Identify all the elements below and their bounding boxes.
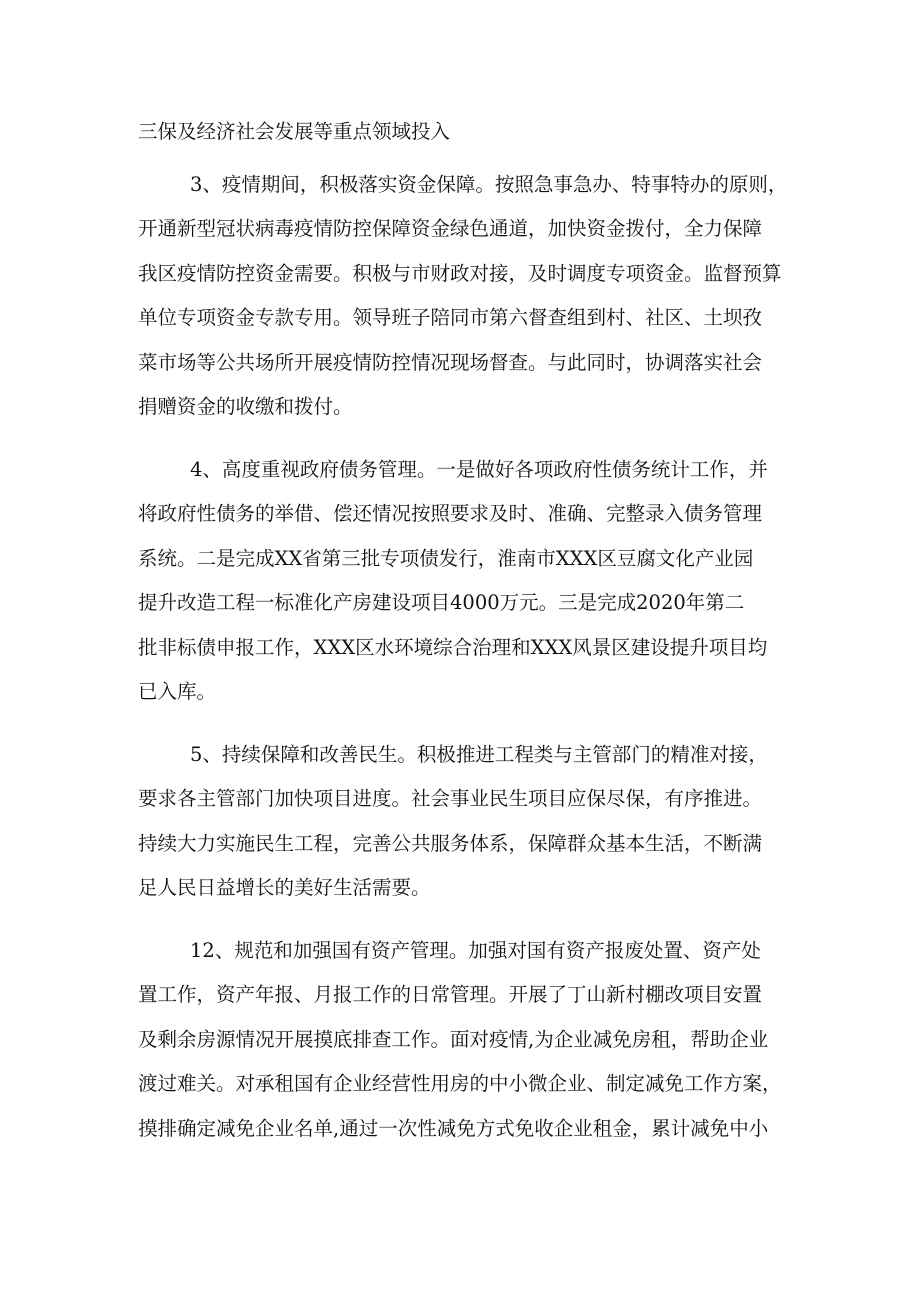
text-line: 系统。二是完成XX省第三批专项债发行，淮南市XXX区豆腐文化产业园 (138, 547, 754, 570)
text-line: 单位专项资金专款专用。领导班子陪同市第六督查组到村、社区、土坝孜 (138, 306, 763, 329)
text-line: 捐赠资金的收缴和拨付。 (138, 395, 353, 418)
text-line: 要求各主管部门加快项目进度。社会事业民生项目应保尽保，有序推进。 (138, 787, 763, 810)
paragraph-3-start: 3、疫情期间，积极落实资金保障。按照急事急办、特事特办的原则， (190, 173, 788, 196)
text-line: 三保及经济社会发展等重点领域投入 (138, 120, 451, 143)
text-line: 渡过难关。对承租国有企业经营性用房的中小微企业、制定减免工作方案， (138, 1072, 782, 1095)
text-line: 摸排确定减免企业名单,通过一次性减免方式免收企业租金，累计减免中小 (138, 1117, 769, 1140)
text-line: 及剩余房源情况开展摸底排查工作。面对疫情,为企业减免房租，帮助企业 (138, 1028, 769, 1051)
paragraph-5-start: 5、持续保障和改善民生。积极推进工程类与主管部门的精准对接， (190, 743, 768, 766)
paragraph-12-start: 12、规范和加强国有资产管理。加强对国有资产报废处置、资产处 (190, 939, 761, 962)
text-line: 持续大力实施民生工程，完善公共服务体系，保障群众基本生活，不断满 (138, 832, 763, 855)
text-line: 置工作，资产年报、月报工作的日常管理。开展了丁山新村棚改项目安置 (138, 983, 763, 1006)
text-line: 足人民日益增长的美好生活需要。 (138, 876, 431, 899)
text-line: 菜市场等公共场所开展疫情防控情况现场督查。与此同时，协调落实社会 (138, 351, 763, 374)
text-line: 开通新型冠状病毒疫情防控保障资金绿色通道，加快资金拨付，全力保障 (138, 217, 763, 240)
text-line: 将政府性债务的举借、偿还情况按照要求及时、准确、完整录入债务管理 (138, 502, 763, 525)
paragraph-4-start: 4、高度重视政府债务管理。一是做好各项政府性债务统计工作，并 (190, 458, 768, 481)
text-line: 已入库。 (138, 680, 217, 703)
text-line: 批非标债申报工作，XXX区水环境综合治理和XXX风景区建设提升项目均 (138, 636, 768, 659)
text-line: 提升改造工程一标准化产房建设项目4000万元。三是完成2020年第二 (138, 591, 745, 614)
text-line: 我区疫情防控资金需要。积极与市财政对接，及时调度专项资金。监督预算 (138, 262, 782, 285)
